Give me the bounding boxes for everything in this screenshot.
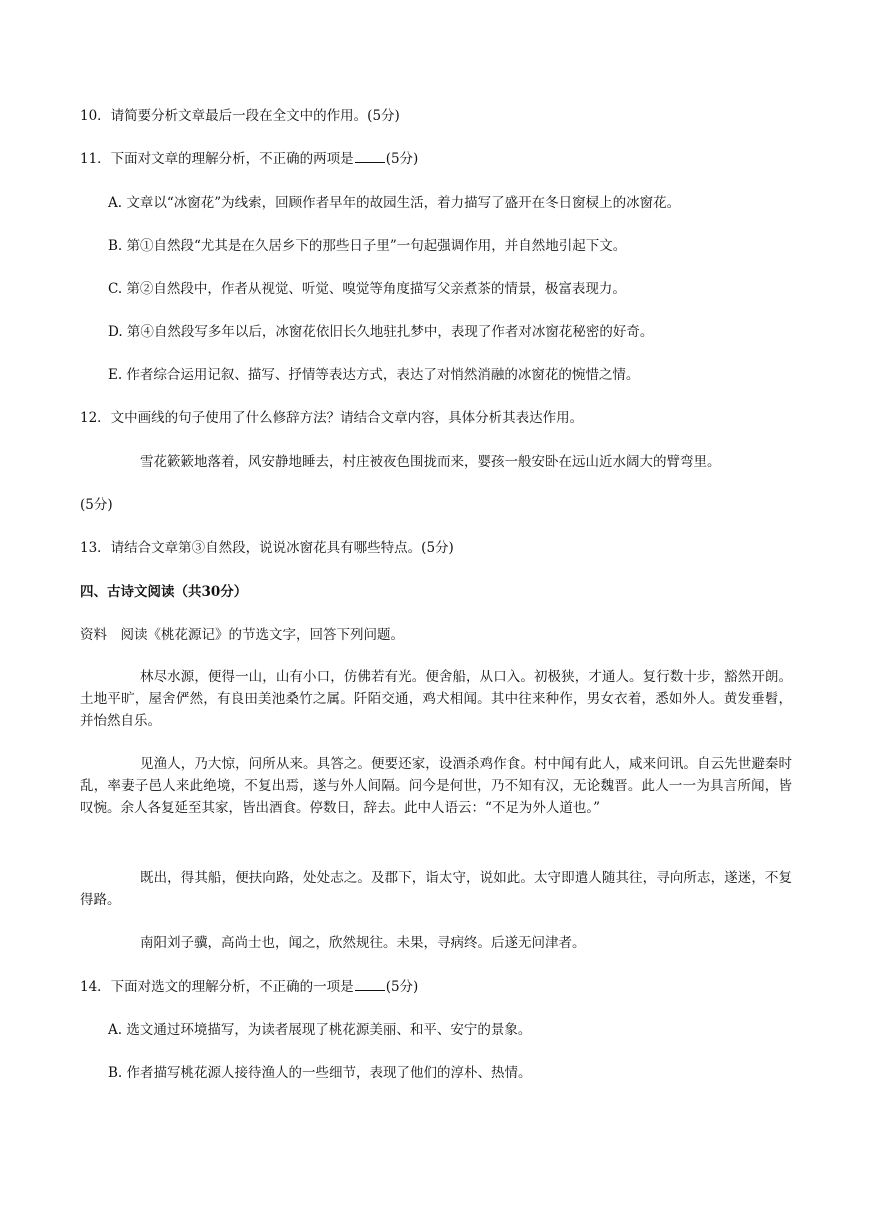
- option-b: B. 第①自然段“尤其是在久居乡下的那些日子里”一句起强调作用，并自然地引起下文。: [108, 238, 627, 254]
- passage-paragraph-2: 见渔人，乃大惊，问所从来。具答之。便要还家，设酒杀鸡作食。村中闻有此人，咸来问讯。自云先世避秦时乱，率妻子邑人来此绝境，不复出焉，遂与外人间隔。问今是何世，乃不知有汉，无论魏晋。此人一一为具言所闻，皆叹惋。余人各复延至其家，皆出酒食。停数日，辞去。此中人语云：“不足为外人道也。”: [80, 756, 792, 816]
- passage-paragraph-3: 既出，得其船，便扶向路，处处志之。及郡下，诣太守，说如此。太守即遣人随其往，寻向所志，遂迷，不复得路。: [80, 870, 792, 908]
- q14-option-b: B. 作者描写桃花源人接待渔人的一些细节，表现了他们的淳朴、热情。: [108, 1065, 532, 1081]
- option-a: A. 文章以“冰窗花”为线索，回顾作者早年的故园生活，着力描写了盛开在冬日窗棂上的冰窗花。: [108, 195, 681, 211]
- question-12-score: (5分): [80, 497, 113, 513]
- option-d: D. 第④自然段写多年以后，冰窗花依旧长久地驻扎梦中，表现了作者对冰窗花秘密的好奇。: [108, 324, 654, 340]
- q14-option-a: A. 选文通过环境描写，为读者展现了桃花源美丽、和平、安宁的景象。: [108, 1022, 532, 1038]
- question-14: [80, 977, 418, 997]
- section-heading: 四、古诗文阅读（共30分）: [80, 584, 248, 600]
- option-e: E. 作者综合运用记叙、描写、抒情等表达方式，表达了对悄然消融的冰窗花的惋惜之情。: [108, 367, 640, 383]
- question-13: 13．请结合文章第③自然段，说说冰窗花具有哪些特点。(5分): [80, 540, 454, 556]
- question-12: 12．文中画线的句子使用了什么修辞方法？请结合文章内容，具体分析其表达作用。: [80, 410, 584, 426]
- answer-blank[interactable]: [355, 977, 385, 991]
- passage-paragraph-4: 南阳刘子骥，高尚士也，闻之，欣然规往。未果，寻病终。后遂无问津者。: [140, 935, 586, 951]
- question-14-score: (5分): [385, 979, 419, 995]
- question-11-text: 11．下面对文章的理解分析，不正确的两项是: [80, 151, 354, 167]
- answer-blank[interactable]: [355, 149, 385, 163]
- question-14-text: 14．下面对选文的理解分析，不正确的一项是: [80, 979, 354, 995]
- question-10: 10．请简要分析文章最后一段在全文中的作用。(5分): [80, 108, 400, 124]
- reading-intro: 资料 阅读《桃花源记》的节选文字，回答下列问题。: [80, 627, 404, 643]
- passage-paragraph-1: 林尽水源，便得一山，山有小口，仿佛若有光。便舍船，从口入。初极狭，才通人。复行数十步，豁然开朗。土地平旷，屋舍俨然，有良田美池桑竹之属。阡陌交通，鸡犬相闻。其中往来种作，男女衣着，悉如外人。黄发垂髫，并怡然自乐。: [80, 669, 792, 729]
- question-11-score: (5分): [385, 151, 419, 167]
- question-11: [80, 149, 418, 169]
- option-c: C. 第②自然段中，作者从视觉、听觉、嗅觉等角度描写父亲煮茶的情景，极富表现力。: [108, 281, 626, 297]
- question-12-sentence: 雪花簌簌地落着，风安静地睡去，村庄被夜色围拢而来，婴孩一般安卧在远山近水阔大的臂弯里。: [140, 454, 721, 470]
